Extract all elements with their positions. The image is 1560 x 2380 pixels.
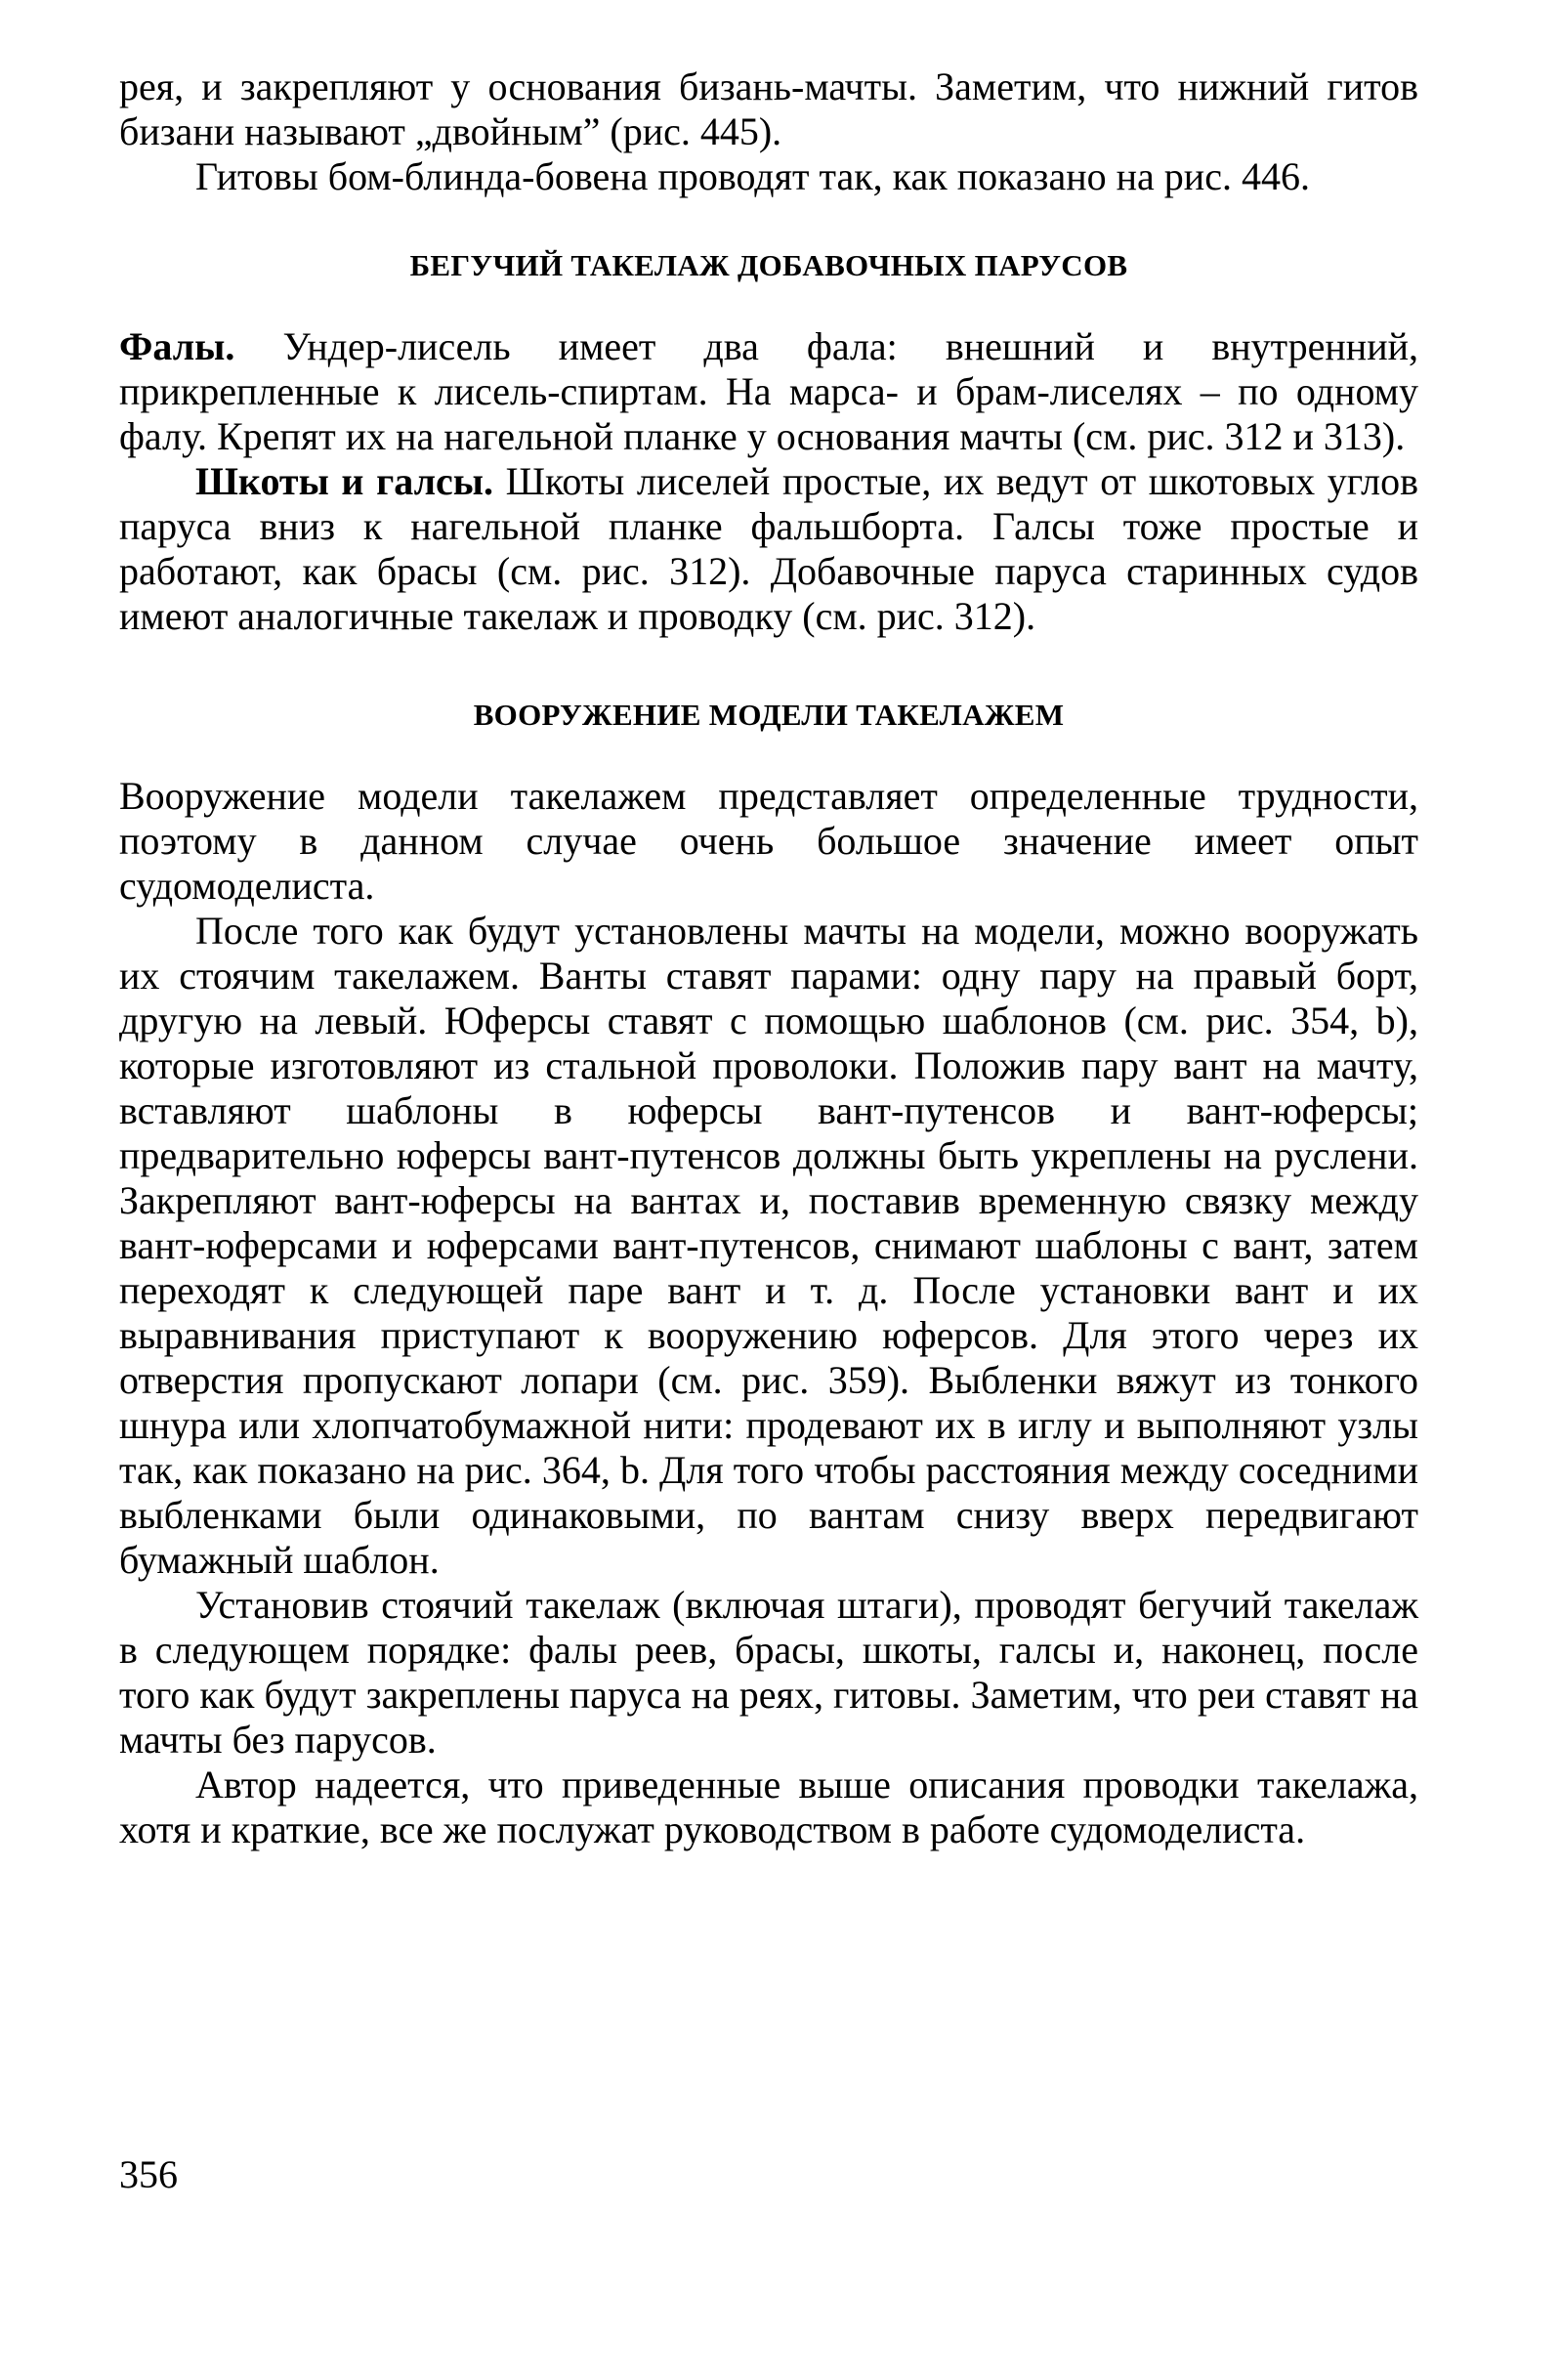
paragraph-author-note: Автор надеется, что приведенные выше описания проводки такелажа, хотя и краткие, все же послужат руководством в работе судомоделиста. (119, 1763, 1418, 1851)
page-body (119, 64, 1418, 1852)
paragraph-sheets-tacks-text: Шкоты лиселей простые, их ведут от шкотовых углов паруса вниз к нагельной планке фальшборта. Галсы тоже простые и работают, как брасы (см. рис. 312). Добавочные паруса старинных судов имеют аналогичные такелаж и проводку (см. рис. 312). (119, 459, 1419, 638)
paragraph-standing-rigging: После того как будут установлены мачты на модели, можно вооружать их стоячим такелажем. Ванты ставят парами: одну пару на правый борт, другую на левый. Юферсы ставят с помощью шаблонов (см. рис. 354, b), которые изготовляют из стальной проволоки. Положив пару вант на мачту, вставляют шаблоны в юферсы вант-путенсов и вант-юферсы; предварительно юферсы вант-путенсов должны быть укреплены на руслени. Закрепляют вант-юферсы на вантах и, поставив временную связку между вант-юферсами и юферсами вант-путенсов, снимают шаблоны с вант, затем переходят к следующей паре вант и т. д. После установки вант и их выравнивания приступают к вооружению юферсов. Для этого через их отверстия пропускают лопари (см. рис. 359). Выбленки вяжут из тонкого шнура или хлопчатобумажной нити: продевают их в иглу и выполняют узлы так, как показано на рис. 364, b. Для того чтобы расстояния между соседними выбленками были одинаковыми, по вантам снизу вверх передвигают бумажный шаблон. (119, 909, 1418, 1582)
paragraph-bom-blinda-bovena: Гитовы бом-блинда-бовена проводят так, как показано на рис. 446. (195, 154, 1310, 198)
paragraph-running-rigging-order: Установив стоячий такелаж (включая штаги), проводят бегучий такелаж в следующем порядке: фалы реев, брасы, шкоты, галсы и, наконец, после того как будут закреплены паруса на реях, гитовы. Заметим, что реи ставят на мачты без парусов. (119, 1583, 1418, 1762)
paragraph-rigging-difficulty: Вооружение модели такелажем представляет определенные трудности, поэтому в данном случае очень большое значение имеет опыт судомоделиста. (119, 774, 1418, 908)
paragraph-halyards-text: Ундер-лисель имеет два фала: внешний и внутренний, прикрепленные к лисель-спиртам. На марса- и брам-лиселях – по одному фалу. Крепят их на нагельной планке у основания мачты (см. рис. 312 и 313). (119, 324, 1419, 458)
paragraph-halyards (119, 324, 1418, 459)
paragraph-continuation: рея, и закрепляют у основания бизань-мачты. Заметим, что нижний гитов бизани называют „двойным” (рис. 445). (119, 64, 1418, 153)
page-number: 356 (119, 2152, 178, 2196)
section-heading-running-rigging: БЕГУЧИЙ ТАКЕЛАЖ ДОБАВОЧНЫХ ПАРУСОВ (409, 248, 1128, 282)
runin-sheets-tacks: Шкоты и галсы. (195, 459, 494, 503)
section-heading-model-rigging: ВООРУЖЕНИЕ МОДЕЛИ ТАКЕЛАЖЕМ (473, 698, 1065, 732)
runin-halyards: Фалы. (119, 324, 235, 368)
paragraph-sheets-tacks (119, 459, 1418, 639)
